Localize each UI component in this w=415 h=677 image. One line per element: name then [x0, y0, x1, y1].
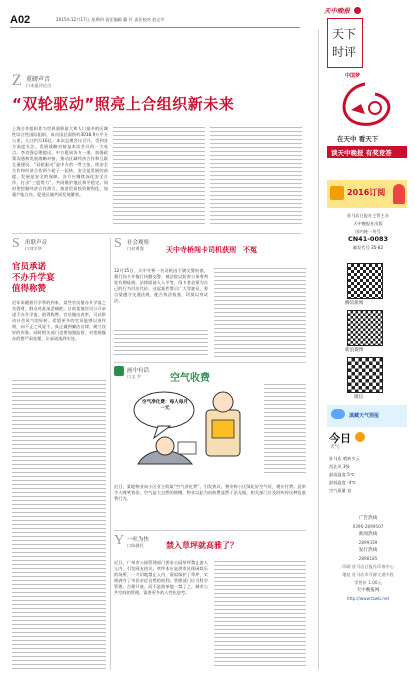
section-title-line2: 时评	[332, 45, 357, 59]
header-rule	[10, 27, 300, 28]
qr-weibo-caption: 新浪微博	[345, 348, 364, 353]
address: 地址 驻马店市开源大道中段	[342, 572, 394, 577]
ad-hotline-title: 广告热线	[358, 516, 378, 521]
weather-line-2: 西北风 3级	[329, 464, 350, 469]
lead-column-label	[12, 74, 92, 94]
mid-body: 12月15日，天中寺桥一名司机因不满交警检查，强行闯卡并拖行执勤交警，被法院以妨害公务罪判处有期徒刑。法律面前人人平等，闯卡者必须为自己的行为付出代价。这起案件警示广大驾驶员，要自觉遵守交通法规，配合执法检查，切莫以身试法。	[114, 268, 208, 303]
publisher: 天中晚报社出版	[353, 221, 383, 226]
website-url[interactable]: http://www.tzwb.net	[346, 596, 390, 601]
contact-info	[330, 515, 406, 655]
cartoon-illustration	[118, 384, 263, 480]
author-byline: 口文 尹	[127, 374, 141, 379]
website-title: 天中晚报网	[356, 588, 380, 593]
printer: 印刷 驻马店日报社印务中心	[342, 564, 394, 569]
cartoon-figure-icon	[118, 384, 263, 480]
brand-block	[321, 4, 381, 66]
cartoon-decoration	[264, 384, 306, 480]
ad-hotline-number: 0396-2899507	[352, 524, 384, 529]
column-name: 社会观察	[127, 240, 150, 246]
bottom-section-divider	[114, 530, 306, 531]
qr-weibo[interactable]	[347, 310, 383, 346]
promo-heading: 读天中晚报 有奖竞答	[331, 149, 392, 157]
author-byline: 口本报评论员	[26, 83, 52, 88]
bottom-body: 近日，广州市公园管理部门要求公园草坪禁止游人入内，引发网友热议。草坪本应是供市民休闲娱乐的场所，一刀切地禁止入内，看似保护了草坪，实则剥夺了市民亲近自然的权利。管理部门应当科学管理，合理开放，而不是简单地一禁了之。城市公共空间的管理，需要更多的人性化思考。	[114, 560, 208, 595]
qr-wechat[interactable]	[347, 357, 383, 393]
mid-section-divider	[114, 362, 306, 363]
organizer: 驻马店日报社主管主办	[347, 213, 389, 218]
banner-text: 在天中 看天下	[337, 135, 379, 143]
cartoon-headline: 空气收费	[170, 373, 210, 384]
sun-icon	[355, 432, 365, 442]
weather-line-1: 驻马店 晴转多云	[329, 456, 360, 461]
bottom-body-col2	[214, 561, 306, 669]
author-byline: 口陈健民	[127, 543, 144, 548]
weather-banner	[327, 405, 407, 427]
bottom-headline: 禁入草坪就高雅了？	[166, 541, 238, 550]
column-name: 一吐为快	[127, 537, 150, 543]
cartoon-bubble-text: 空气净化费：每人每月一元	[142, 400, 188, 411]
promo-figure-icon	[393, 184, 405, 204]
issn-number: CN41-0083	[347, 235, 389, 243]
date-line: 2015年12月17日 星期四 责任编辑 戴 红 责任校对 赵志平	[56, 17, 165, 22]
issn-label: 国内统一刊号	[355, 229, 381, 234]
left-headline	[12, 262, 102, 295]
lead-body: 上海合作组织作为世界面积最大和人口最多的区域性综合性国际组织，成员国总面积约3018.9万平方公里，人口约为16亿。本次总理会议召开，受到各方高度关注。发展战略对接是本次会议的一大亮点。李克强总理提出，中方愿同各方一道，加强政策沟通和发展战略对接，推动区域经济合作和互联互通建设。“双轮驱动”是中方的一贯主张，即安全合作和经济合作两个轮子一起转。安全是发展的前提，发展是安全的保障。各方应继续深化安全合作，打击“三股势力”，共同维护地区和平稳定。同时要挖掘经济合作潜力，推进贸易投资便利化，加强产能合作，促进区域共同发展繁荣。	[12, 126, 108, 197]
right-column-divider	[318, 30, 319, 670]
weather-caption: 滇藏天气预报	[349, 413, 380, 419]
left-headline-line3: 值得称赞	[12, 284, 47, 294]
distribution-title: 发行热线	[358, 548, 378, 553]
column-letter: Z	[12, 72, 22, 89]
chinese-dream-label: 中国梦	[345, 73, 361, 79]
column-letter: Y	[114, 533, 125, 548]
cartoon-side-text	[264, 384, 306, 474]
author-byline: 口何勇海	[127, 246, 144, 251]
column-name: 重磅声音	[26, 76, 51, 83]
weather-today-block	[327, 430, 407, 504]
subscribe-promo	[327, 180, 407, 208]
column-name: 串联声音	[25, 240, 48, 246]
today-sub: 天气	[330, 445, 340, 450]
column-letter: S	[12, 236, 20, 251]
mid-headline: 天中寺桥闯卡司机获刑 不冤	[166, 246, 257, 254]
section-divider	[12, 233, 302, 234]
promo-label: 2016订阅	[347, 188, 386, 197]
brand-title: 天中晚报	[324, 7, 350, 15]
author-byline: 口刘学华	[25, 246, 42, 251]
today-label: 今日	[329, 432, 351, 445]
cartoon-icon	[114, 366, 124, 376]
brand-logo-icon	[354, 7, 361, 14]
cloud-icon	[331, 409, 345, 419]
weather-line-3: 最高温度 5℃	[329, 472, 355, 477]
news-hotline-title: 新闻热线	[358, 532, 378, 537]
left-headline-line2: 不办升学宴	[12, 273, 55, 283]
masthead-info	[330, 212, 406, 260]
left-column-label	[12, 238, 92, 258]
lead-body-col3	[210, 127, 302, 227]
qr-wechat-caption: 微信	[354, 395, 364, 400]
section-title-line1: 天下	[332, 27, 357, 41]
weather-line-4: 最低温度 -4℃	[329, 480, 356, 485]
column-letter: S	[114, 236, 122, 251]
promo-gift-icon	[330, 186, 344, 200]
left-column-divider	[110, 238, 111, 670]
section-title-box	[327, 18, 363, 68]
news-hotline-number: 2899339	[358, 540, 378, 545]
weather-line-5: 空气质量 良	[329, 488, 352, 493]
pen-swirl-icon	[331, 80, 403, 130]
lead-headline: “双轮驱动”照亮上合组织新未来	[12, 95, 235, 113]
mid-body-continued-a	[114, 330, 208, 358]
left-headline-line1: 官员承诺	[12, 262, 47, 272]
qr-tencent[interactable]	[347, 263, 383, 299]
left-body: 近年来随着升学季的到来，某些官员借办升学宴之名敛财，群众对此深恶痛绝。日前某地官员公开承诺不办升学宴，值得称赞。官员做出表率，可以带动社会风气的好转。希望更多的官员能够以身作则，向不正之风说不，真正做到廉洁自律，树立良好的形象。同时相关部门也要加强监督，对违规操办的要严肃处理，让承诺落到实处。	[12, 300, 106, 341]
chinese-dream-banner	[327, 66, 407, 176]
lead-body-col2	[113, 127, 205, 227]
distribution-number: 2898185	[358, 556, 378, 561]
qr-tencent-caption: 腾讯新闻	[345, 301, 364, 306]
page-code: A02	[10, 14, 31, 26]
left-body-continued	[12, 380, 106, 670]
postal-code: 邮发代号 35-82	[352, 245, 384, 250]
mid-body-col2	[214, 268, 306, 358]
price: 零售价 1.00元	[354, 580, 382, 585]
column-name: 画中有话	[127, 368, 150, 374]
cartoon-caption: 近日，某地物业向小区业主收取“空气净化费”，引发热议。物业称小区绿化好空气好，理应付费。此举令人啼笑皆非。空气是大自然的馈赠，物业以此为由收费显然于法无据，相关部门应及时叫停这种乱收费行为。	[114, 484, 306, 501]
promo-heading-bar	[327, 146, 407, 158]
